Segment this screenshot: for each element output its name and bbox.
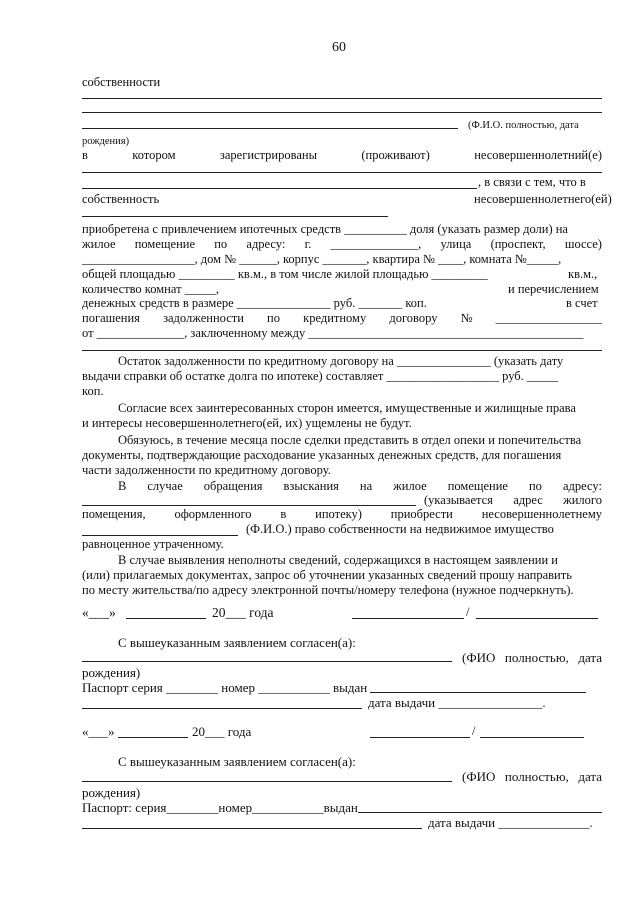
address-blank-line	[82, 505, 416, 506]
word: _________________	[495, 311, 602, 325]
date-day: «___»	[82, 605, 116, 620]
word: погашения	[82, 311, 140, 325]
mortgage-line-1: приобретена с привлечением ипотечных средств __________ доля (указать размер доли) на	[82, 222, 568, 236]
word: ______________,	[330, 237, 422, 251]
consent2-birth: рождения)	[82, 785, 141, 800]
consent2-passport: Паспорт: серия________номер___________выдан	[82, 800, 358, 815]
consent1-birth: рождения)	[82, 665, 141, 680]
mortgage-line-4: общей площадью _________ кв.м., в том числе жилой площадью _________	[82, 267, 488, 281]
incomplete-para-2: (или) прилагаемых документах, запрос об уточнении указанных сведений прошу направить	[82, 568, 572, 582]
consent1-issued-line	[370, 692, 586, 693]
consent1-issue-date: дата выдачи ________________.	[368, 695, 546, 710]
signature2-slash: /	[472, 724, 476, 738]
debt-line-2: выдачи справки об остатке долга по ипотеке) составляет __________________ руб. _____	[82, 369, 559, 383]
word: задолженности	[163, 311, 244, 325]
in-connection-text: , в связи с тем, что в	[478, 175, 586, 189]
fio-hint: (Ф.И.О. полностью, дата	[468, 120, 579, 131]
obligation-para-1: Обязуюсь, в течение месяца после сделки представить в отдел опеки и попечительства	[118, 433, 582, 447]
date2-day: «___»	[82, 724, 115, 739]
word: (ФИО	[462, 769, 496, 784]
word: котором	[132, 148, 176, 162]
word: полностью,	[504, 650, 569, 665]
consent-para-2: и интересы несовершеннолетнего(ей, их) ущемлены не будут.	[82, 416, 412, 430]
word: (проживают)	[361, 148, 430, 162]
blank-line	[82, 172, 602, 173]
consent-para-1: Согласие всех заинтересованных сторон имеется, имущественные и жилищные права	[118, 401, 576, 415]
word: зарегистрированы	[219, 148, 317, 162]
mortgage-line-5-end: и перечислением	[508, 282, 599, 296]
word: по	[267, 311, 280, 325]
word: в	[82, 148, 88, 162]
word: жилое	[82, 237, 116, 251]
word: оформленного	[174, 507, 252, 521]
word: шоссе)	[564, 237, 602, 251]
word: жилое	[393, 479, 427, 493]
consent1-passport: Паспорт серия ________ номер ___________ выдан	[82, 680, 368, 695]
debt-line-3: коп.	[82, 384, 104, 398]
word: дата	[578, 650, 602, 665]
fio-blank-line	[82, 535, 238, 536]
word: кредитному	[303, 311, 367, 325]
mortgage-line-4-end: кв.м.,	[568, 267, 598, 281]
ownership-text: собственность	[82, 192, 160, 206]
word: помещение	[134, 237, 195, 251]
word: (проспект,	[490, 237, 546, 251]
date-year: 20___ года	[212, 605, 274, 620]
word: В	[118, 479, 127, 493]
word: адрес	[513, 493, 543, 507]
word: несовершеннолетний(е)	[474, 148, 602, 162]
date2-month-line	[118, 737, 188, 738]
minor-text: несовершеннолетнего(ей)	[474, 192, 612, 206]
signature-line	[352, 618, 464, 619]
ownership-label: собственности	[82, 75, 161, 89]
blank-line	[82, 216, 388, 217]
word: г.	[304, 237, 312, 251]
mortgage-line-6-end: в счет	[566, 296, 598, 310]
obligation-para-3: части задолженности по кредитному договору.	[82, 463, 331, 477]
mortgage-line-5: количество комнат _____,	[82, 282, 220, 296]
word: обращения	[203, 479, 263, 493]
mortgage-line-7	[82, 311, 602, 326]
blank-line	[82, 98, 602, 99]
signature-name-line	[476, 618, 598, 619]
mortgage-line-6: денежных средств в размере _______________ руб. _______ коп.	[82, 296, 427, 310]
word: (ФИО	[462, 650, 496, 665]
word: приобрести	[390, 507, 453, 521]
foreclosure-line-1	[118, 479, 602, 494]
signature2-name-line	[480, 737, 584, 738]
word: дата	[578, 769, 602, 784]
consent1-fio-line	[82, 661, 452, 662]
word: взыскания	[283, 479, 339, 493]
mortgage-line-2	[82, 237, 602, 252]
consent2-issue-date: дата выдачи ______________.	[428, 815, 593, 830]
blank-line	[82, 188, 477, 189]
consent1-title: С вышеуказанным заявлением согласен(а):	[118, 635, 356, 650]
consent2-fio-line	[82, 781, 452, 782]
mortgage-line-8: от ______________, заключенному между ____________________________________________	[82, 326, 584, 340]
consent2-blank-line	[82, 828, 422, 829]
consent2-title: С вышеуказанным заявлением согласен(а):	[118, 754, 356, 769]
date-month-line	[126, 618, 206, 619]
blank-line	[82, 350, 602, 351]
word: помещения,	[82, 507, 146, 521]
word: жилого	[563, 493, 602, 507]
word: полностью,	[504, 769, 569, 784]
word: несовершеннолетнему	[481, 507, 602, 521]
word: на	[359, 479, 373, 493]
consent2-fio-hint	[462, 769, 602, 784]
consent1-blank-line	[82, 708, 362, 709]
word: №	[460, 311, 473, 325]
date2-year: 20___ года	[192, 724, 252, 739]
registered-line	[82, 148, 602, 163]
word: адресу:	[562, 479, 602, 493]
consent1-fio-hint	[462, 650, 602, 665]
word: ипотеку)	[315, 507, 362, 521]
word: случае	[147, 479, 183, 493]
fio-blank-line	[82, 128, 458, 129]
consent2-issued-line	[358, 812, 602, 813]
word: адресу:	[246, 237, 286, 251]
incomplete-para-1: В случае выявления неполноты сведений, содержащихся в настоящем заявлении и	[118, 553, 558, 567]
mortgage-line-3: __________________, дом № ______, корпус _______, квартира № ____, комната №_____,	[82, 252, 562, 266]
page-number: 60	[332, 40, 346, 55]
foreclosure-line-2	[424, 493, 602, 508]
word: улица	[440, 237, 472, 251]
word: по	[214, 237, 228, 251]
word: в	[280, 507, 287, 521]
foreclosure-line-4: (Ф.И.О.) право собственности на недвижимое имущество	[246, 522, 554, 536]
foreclosure-line-5: равноценное утраченному.	[82, 537, 224, 551]
word: помещение	[447, 479, 508, 493]
blank-line	[82, 112, 602, 113]
word: (указывается	[424, 493, 493, 507]
signature2-line	[370, 737, 470, 738]
word: договору	[389, 311, 438, 325]
incomplete-para-3: по месту жительства/по адресу электронной почты/номеру телефона (нужное подчеркнуть).	[82, 583, 574, 597]
word: по	[528, 479, 542, 493]
debt-line-1: Остаток задолженности по кредитному договору на _______________ (указать дату	[118, 354, 564, 368]
signature-slash: /	[466, 605, 470, 619]
birth-hint: рождения)	[82, 136, 130, 147]
obligation-para-2: документы, подтверждающие расходование указанных денежных средств, для погашения	[82, 448, 562, 462]
foreclosure-line-3	[82, 507, 602, 522]
